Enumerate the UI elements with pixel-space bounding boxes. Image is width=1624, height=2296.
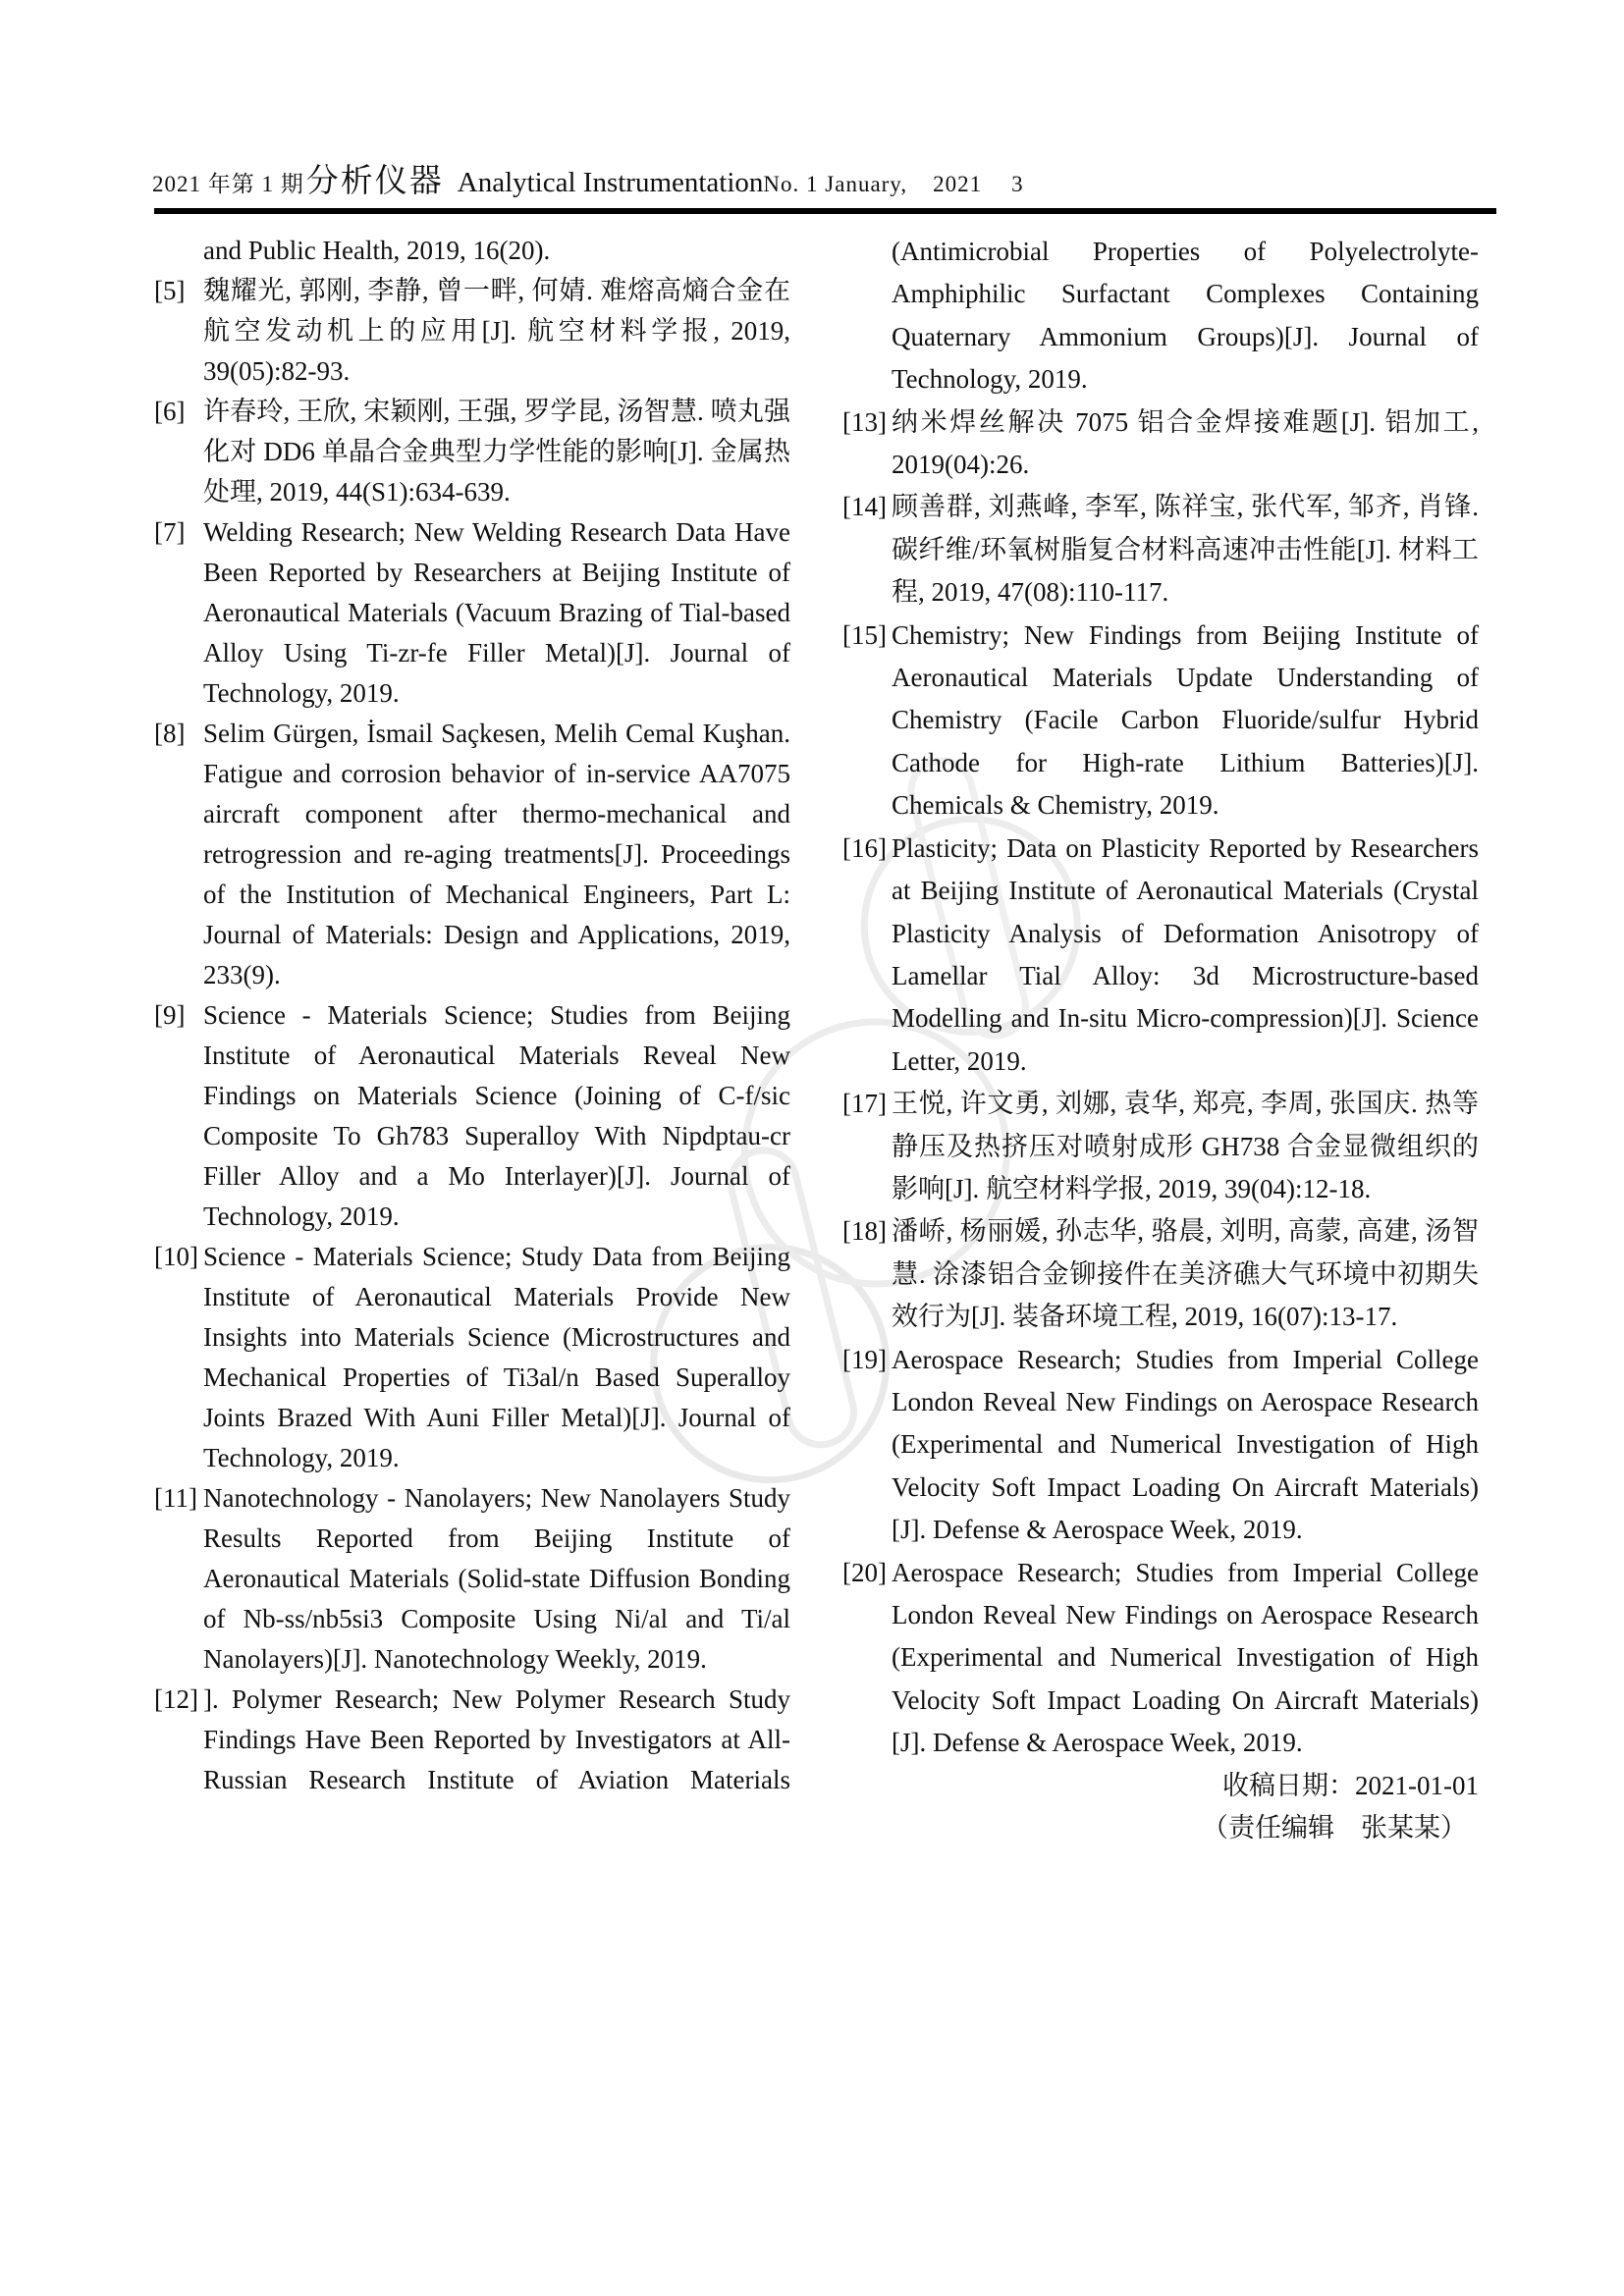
reference-item <box>842 828 1479 1083</box>
reference-text: 王悦, 许文勇, 刘娜, 袁华, 郑亮, 李周, 张国庆. 热等静压及热挤压对喷射成形 GH738 合金显微组织的影响[J]. 航空材料学报, 2019, 39(04):12-18. <box>892 1089 1479 1203</box>
reference-text: 魏耀光, 郭刚, 李静, 曾一畔, 何婧. 难熔高熵合金在航空发动机上的应用[J]. 航空材料学报, 2019, 39(05):82-93. <box>203 276 790 386</box>
reference-text: ]. Polymer Research; New Polymer Research Study Findings Have Been Reported by Investigators at All-Russian Research Institute of Aviation Materials <box>203 1684 790 1794</box>
reference-continuation <box>842 231 1479 401</box>
reference-number: [15] <box>842 619 887 650</box>
reference-text: 顾善群, 刘燕峰, 李军, 陈祥宝, 张代军, 邹齐, 肖锋. 碳纤维/环氧树脂复合材料高速冲击性能[J]. 材料工程, 2019, 47(08):110-117. <box>892 492 1479 608</box>
reference-number: [10] <box>154 1242 198 1271</box>
header-issue-cn: 2021 年第 1 期 <box>152 172 304 196</box>
reference-item <box>842 614 1479 828</box>
reference-item <box>154 1478 790 1680</box>
reference-number: [18] <box>842 1216 887 1247</box>
reference-item <box>154 1237 790 1478</box>
reference-text: Plasticity; Data on Plasticity Reported by Researchers at Beijing Institute of Aeronautical Materials (Crystal Plasticity Analysis of Deformation Anisotropy of Lamellar Tial Alloy: 3d Microstructure-based Modelling and In-situ Micro-compression)[J]. Science Letter, 2019. <box>892 832 1479 1076</box>
reference-text: Aerospace Research; Studies from Imperial College London Reveal New Findings on Aerospace Research (Experimental and Numerical Investigation of High Velocity Soft Impact Loading On Aircraft Materials)[J]. Defense & Aerospace Week, 2019. <box>892 1344 1479 1545</box>
reference-item <box>842 401 1479 487</box>
reference-item <box>842 1552 1479 1765</box>
page-number: 3 <box>1011 172 1024 196</box>
header-issue-en: No. 1 January, <box>763 172 908 196</box>
reference-number: [6] <box>154 397 186 426</box>
header-rule <box>154 208 1496 214</box>
references-column-left <box>154 231 790 1800</box>
reference-list-left <box>154 231 790 1800</box>
received-date-line: 收稿日期：2021-01-01 <box>1222 1770 1479 1800</box>
reference-item <box>154 1680 790 1800</box>
reference-number: [20] <box>842 1557 887 1587</box>
references-column-right <box>842 231 1479 1849</box>
reference-number: [16] <box>842 832 887 863</box>
reference-text: Nanotechnology - Nanolayers; New Nanolayers Study Results Reported from Beijing Institute of Aeronautical Materials (Solid-state Diffusion Bonding of Nb-ss/nb5si3 Composite Using Ni/al and Ti/al Nanolayers)[J]. Nanotechnology Weekly, 2019. <box>203 1483 790 1674</box>
reference-item <box>842 1210 1479 1338</box>
reference-text: (Antimicrobial Properties of Polyelectrolyte-Amphiphilic Surfactant Complexes Containing Quaternary Ammonium Groups)[J]. Journal of Technology, 2019. <box>892 237 1479 395</box>
reference-item <box>154 512 790 714</box>
reference-item <box>154 271 790 392</box>
reference-text: Science - Materials Science; Studies from Beijing Institute of Aeronautical Materials Reveal New Findings on Materials Science (Joining of C-f/sic Composite To Gh783 Superalloy With Nipdptau-cr Filler Alloy and a Mo Interlayer)[J]. Journal of Technology, 2019. <box>203 1000 790 1231</box>
page-header <box>152 155 1024 201</box>
reference-number: [12] <box>154 1684 198 1714</box>
reference-text: 纳米焊丝解决 7075 铝合金焊接难题[J]. 铝加工, 2019(04):26. <box>892 406 1479 480</box>
reference-text: Selim Gürgen, İsmail Saçkesen, Melih Cemal Kuşhan. Fatigue and corrosion behavior of in-service AA7075 aircraft component after thermo-mechanical and retrogression and re-aging treatments[J]. Proceedings of the Institution of Mechanical Engineers, Part L: Journal of Materials: Design and Applications, 2019, 233(9). <box>203 719 790 989</box>
journal-title-en: Analytical Instrumentation <box>457 167 764 198</box>
reference-number: [19] <box>842 1344 887 1374</box>
reference-number: [8] <box>154 719 186 748</box>
reference-list-right <box>842 231 1479 1765</box>
reference-number: [7] <box>154 517 186 547</box>
reference-number <box>154 231 203 271</box>
reference-number: [5] <box>154 276 186 305</box>
journal-title-cn: 分析仪器 <box>305 164 444 199</box>
reference-item <box>842 486 1479 614</box>
reference-item <box>154 714 790 995</box>
reference-text: Science - Materials Science; Study Data from Beijing Institute of Aeronautical Materials Provide New Insights into Materials Science (Microstructures and Mechanical Properties of Ti3al/n Based Superalloy Joints Brazed With Auni Filler Metal)[J]. Journal of Technology, 2019. <box>203 1242 790 1472</box>
reference-text: Chemistry; New Findings from Beijing Institute of Aeronautical Materials Update Understanding of Chemistry (Facile Carbon Fluoride/sulfur Hybrid Cathode for High-rate Lithium Batteries)[J]. Chemicals & Chemistry, 2019. <box>892 619 1479 821</box>
reference-number: [17] <box>842 1089 887 1119</box>
reference-text: 许春玲, 王欣, 宋颖刚, 王强, 罗学昆, 汤智慧. 喷丸强化对 DD6 单晶合金典型力学性能的影响[J]. 金属热处理, 2019, 44(S1):634-639. <box>203 397 790 507</box>
reference-text: and Public Health, 2019, 16(20). <box>203 236 551 265</box>
reference-number: [11] <box>154 1483 197 1513</box>
reference-number: [13] <box>842 406 887 437</box>
header-year: 2021 <box>933 172 983 196</box>
reference-text: Welding Research; New Welding Research Data Have Been Reported by Researchers at Beijing Institute of Aeronautical Materials (Vacuum Brazing of Tial-based Alloy Using Ti-zr-fe Filler Metal)[J]. Journal of Technology, 2019. <box>203 517 790 708</box>
reference-text: Aerospace Research; Studies from Imperial College London Reveal New Findings on Aerospace Research (Experimental and Numerical Investigation of High Velocity Soft Impact Loading On Aircraft Materials)[J]. Defense & Aerospace Week, 2019. <box>892 1557 1479 1758</box>
reference-continuation <box>154 231 790 271</box>
reference-item <box>154 392 790 512</box>
reference-number: [14] <box>842 492 887 522</box>
reference-item <box>842 1339 1479 1552</box>
reference-item <box>154 995 790 1237</box>
reference-number: [9] <box>154 1000 186 1030</box>
reference-number <box>842 231 892 401</box>
editor-note: （责任编辑 张某某） <box>1202 1813 1467 1843</box>
reference-item <box>842 1083 1479 1210</box>
reference-text: 潘峤, 杨丽媛, 孙志华, 骆晨, 刘明, 高蒙, 高建, 汤智慧. 涂漆铝合金铆接件在美济礁大气环境中初期失效行为[J]. 装备环境工程, 2019, 16(07):13-17. <box>892 1216 1479 1332</box>
